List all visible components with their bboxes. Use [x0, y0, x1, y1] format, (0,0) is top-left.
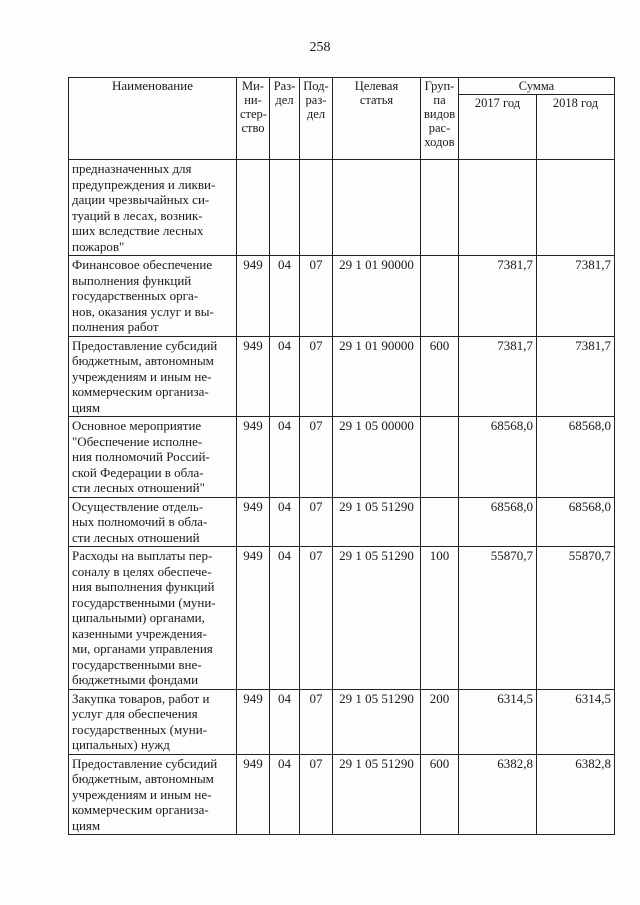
table-row — [69, 689, 615, 754]
cell-section: 04 — [270, 336, 300, 417]
cell-sum-2018: 7381,7 — [537, 336, 615, 417]
cell-sum-2018: 6382,8 — [537, 754, 615, 835]
cell-sum-2018: 68568,0 — [537, 417, 615, 498]
cell-sum-2018: 68568,0 — [537, 497, 615, 547]
cell-sum-2018: 55870,7 — [537, 547, 615, 690]
cell-name — [69, 417, 237, 498]
cell-name — [69, 689, 237, 754]
cell-sum-2018: 6314,5 — [537, 689, 615, 754]
name-line: ми, органами управления — [72, 641, 213, 656]
budget-table — [68, 77, 615, 835]
header-ministry: Ми- ни- стер- ство — [237, 78, 270, 160]
header-year-2017: 2017 год — [459, 95, 537, 160]
cell-section: 04 — [270, 417, 300, 498]
cell-name — [69, 336, 237, 417]
cell-name — [69, 547, 237, 690]
name-line: казенными учреждения- — [72, 625, 207, 641]
cell-sum-2017: 68568,0 — [459, 497, 537, 547]
cell-sum-2017 — [459, 160, 537, 256]
cell-group: 200 — [421, 689, 459, 754]
cell-subsection: 07 — [300, 417, 333, 498]
cell-target: 29 1 01 90000 — [333, 256, 421, 337]
name-line: бюджетными фондами — [72, 672, 199, 687]
name-line: ния полномочий Россий- — [72, 449, 210, 464]
name-line: ных полномочий в обла- — [72, 514, 208, 529]
cell-ministry: 949 — [237, 547, 270, 690]
header-section: Раз- дел — [270, 78, 300, 160]
cell-group — [421, 256, 459, 337]
name-line: учреждениям и иным не- — [72, 786, 212, 802]
name-line: коммерческим организа- — [72, 384, 209, 399]
cell-target: 29 1 05 51290 — [333, 689, 421, 754]
cell-ministry: 949 — [237, 336, 270, 417]
cell-sum-2018 — [537, 160, 615, 256]
cell-section: 04 — [270, 497, 300, 547]
cell-target: 29 1 05 51290 — [333, 754, 421, 835]
name-line: государственными вне- — [72, 656, 202, 672]
page-number: 258 — [309, 40, 331, 55]
name-line: "Обеспечение исполне- — [72, 433, 203, 449]
cell-ministry: 949 — [237, 417, 270, 498]
cell-name — [69, 160, 237, 256]
name-line: ской Федерации в обла- — [72, 464, 204, 480]
cell-ministry: 949 — [237, 497, 270, 547]
cell-section: 04 — [270, 689, 300, 754]
table-row — [69, 417, 615, 498]
name-line: Закупка товаров, работ и — [72, 690, 210, 706]
cell-sum-2017: 7381,7 — [459, 256, 537, 337]
header-subsection: Под- раз- дел — [300, 78, 333, 160]
cell-sum-2017: 68568,0 — [459, 417, 537, 498]
name-line: предназначенных для — [72, 161, 192, 176]
name-line: Финансовое обеспечение — [72, 257, 213, 272]
name-line: выполнения функций — [72, 272, 192, 288]
name-line: государственных орга- — [72, 288, 199, 303]
cell-group — [421, 160, 459, 256]
cell-ministry: 949 — [237, 256, 270, 337]
name-line: бюджетным, автономным — [72, 353, 214, 368]
cell-subsection: 07 — [300, 497, 333, 547]
name-line: услуг для обеспечения — [72, 706, 198, 721]
cell-target: 29 1 01 90000 — [333, 336, 421, 417]
name-line: бюджетным, автономным — [72, 771, 214, 786]
name-line: дации чрезвычайных си- — [72, 192, 210, 207]
cell-sum-2017: 55870,7 — [459, 547, 537, 690]
cell-name — [69, 497, 237, 547]
cell-target: 29 1 05 00000 — [333, 417, 421, 498]
name-line: учреждениям и иным не- — [72, 368, 212, 384]
name-line: Предоставление субсидий — [72, 337, 218, 353]
cell-group: 600 — [421, 336, 459, 417]
header-name: Наименование — [69, 78, 237, 160]
table-row — [69, 497, 615, 547]
cell-group: 600 — [421, 754, 459, 835]
name-line: ципальных) нужд — [72, 737, 170, 752]
cell-name — [69, 256, 237, 337]
cell-group — [421, 417, 459, 498]
name-line: туаций в лесах, возник- — [72, 207, 203, 223]
name-line: Основное мероприятие — [72, 418, 202, 433]
table-row — [69, 547, 615, 690]
table-body — [69, 160, 615, 835]
name-line: Осуществление отдель- — [72, 498, 204, 514]
name-line: Предоставление субсидий — [72, 755, 218, 771]
header-group: Груп- па видов рас- ходов — [421, 78, 459, 160]
cell-section — [270, 160, 300, 256]
header-target: Целевая статья — [333, 78, 421, 160]
cell-subsection: 07 — [300, 256, 333, 337]
cell-target: 29 1 05 51290 — [333, 547, 421, 690]
cell-subsection: 07 — [300, 547, 333, 690]
name-line: сти лесных отношений" — [72, 480, 205, 495]
name-line: ципальными) органами, — [72, 610, 205, 625]
cell-target: 29 1 05 51290 — [333, 497, 421, 547]
name-line: полнения работ — [72, 319, 159, 334]
name-line: сти лесных отношений — [72, 529, 200, 545]
name-line: циям — [72, 399, 101, 415]
table-row — [69, 336, 615, 417]
name-line: коммерческим организа- — [72, 802, 209, 817]
cell-ministry: 949 — [237, 754, 270, 835]
name-line: циям — [72, 817, 101, 833]
cell-group — [421, 497, 459, 547]
cell-name — [69, 754, 237, 835]
cell-subsection: 07 — [300, 336, 333, 417]
cell-section: 04 — [270, 754, 300, 835]
cell-sum-2017: 6314,5 — [459, 689, 537, 754]
cell-sum-2017: 7381,7 — [459, 336, 537, 417]
table-row — [69, 754, 615, 835]
name-line: государственных (муни- — [72, 721, 207, 737]
table-row — [69, 256, 615, 337]
name-line: соналу в целях обеспече- — [72, 563, 212, 579]
cell-ministry — [237, 160, 270, 256]
name-line: нов, оказания услуг и вы- — [72, 303, 214, 319]
table-header — [69, 78, 615, 160]
cell-group: 100 — [421, 547, 459, 690]
name-line: пожаров" — [72, 238, 125, 254]
cell-ministry: 949 — [237, 689, 270, 754]
name-line: предупреждения и ликви- — [72, 176, 216, 192]
cell-section: 04 — [270, 547, 300, 690]
name-line: ния выполнения функций — [72, 579, 215, 594]
header-year-2018: 2018 год — [537, 95, 615, 160]
header-sum: Сумма — [459, 78, 615, 95]
cell-sum-2017: 6382,8 — [459, 754, 537, 835]
cell-subsection: 07 — [300, 754, 333, 835]
name-line: ших вследствие лесных — [72, 223, 204, 238]
table-row — [69, 160, 615, 256]
cell-section: 04 — [270, 256, 300, 337]
cell-subsection: 07 — [300, 689, 333, 754]
cell-subsection — [300, 160, 333, 256]
cell-target — [333, 160, 421, 256]
name-line: Расходы на выплаты пер- — [72, 548, 213, 563]
name-line: государственными (муни- — [72, 594, 216, 610]
cell-sum-2018: 7381,7 — [537, 256, 615, 337]
